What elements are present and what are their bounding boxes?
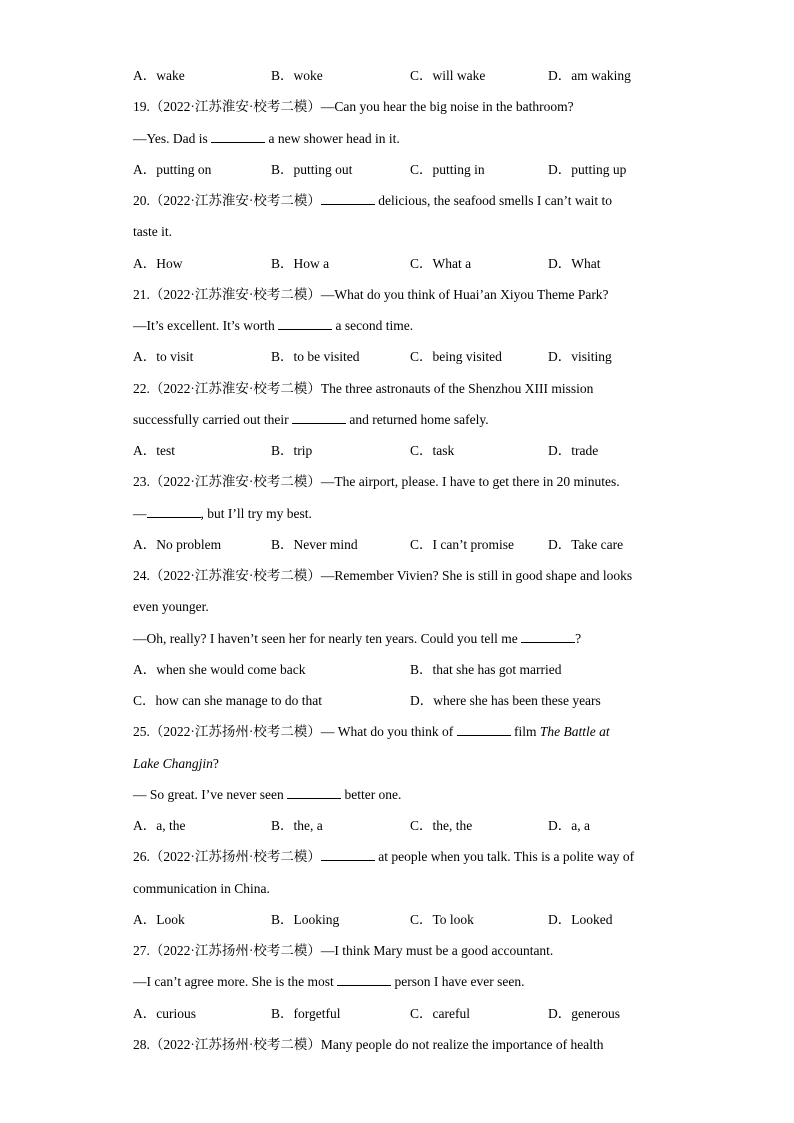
question-text-line [133,972,674,992]
answer-option: D．visiting [548,349,612,365]
fill-in-blank [457,723,511,736]
answer-option: B．forgetful [271,1005,341,1021]
answer-option: B．Looking [271,911,340,927]
answer-option: A．when she would come back [133,661,306,677]
answer-option: D．What [548,255,601,271]
answer-options-row [133,441,674,461]
answer-options-row [133,816,674,836]
question-text-line [133,597,674,617]
answer-option: D．am waking [548,68,631,83]
text-fragment: 27.（2022·江苏扬州·校考二模）—I think Mary must be a good accountant. [133,943,554,958]
question-text-line [133,785,674,805]
answer-options-row [133,1004,674,1024]
italic-title-text: The Battle at [539,724,610,740]
text-fragment: even younger. [133,599,209,615]
answer-option: B．that she has got married [410,661,562,677]
fill-in-blank [211,130,265,143]
text-fragment: communication in China. [133,880,270,896]
text-fragment: —Oh, really? I haven’t seen her for nearly ten years. Could you tell me [133,630,522,646]
text-fragment: a second time. [332,318,414,333]
text-fragment: 28.（2022·江苏扬州·校考二模）Many people do not realize the importance of health [133,1036,604,1052]
answer-option: B．putting out [271,161,353,177]
text-fragment: 24.（2022·江苏淮安·校考二模）—Remember Vivien? She is still in good shape and looks [133,568,633,583]
text-fragment: 20.（2022·江苏淮安·校考二模） [133,193,321,208]
text-fragment: ? [212,755,219,771]
answer-option: D．Looked [548,911,613,927]
text-fragment: successfully carried out their [133,411,292,427]
question-text-line [133,379,674,399]
question-text-line [133,722,674,742]
fill-in-blank [321,192,375,205]
question-text-line [133,754,674,774]
answer-option: D．where she has been these years [410,693,601,708]
fill-in-blank [321,848,375,861]
answer-option: D．Take care [548,536,624,552]
answer-option: C．task [410,443,455,458]
answer-option: B．trip [271,443,313,458]
question-text-line [133,97,674,117]
text-fragment: person I have ever seen. [391,974,525,990]
text-fragment: ? [575,630,582,646]
answer-option: B．woke [271,68,323,83]
question-text-line [133,191,674,211]
fill-in-blank [521,630,575,643]
fill-in-blank [337,973,391,986]
question-text-line [133,285,674,305]
answer-option: A．a, the [133,818,186,833]
question-text-line [133,504,674,524]
answer-option: C．To look [410,911,474,927]
answer-option: D．a, a [548,818,590,833]
answer-options-row [133,660,674,680]
text-fragment: 21.（2022·江苏淮安·校考二模）—What do you think of Huai’an Xiyou Theme Park? [133,286,609,302]
answer-option: C．putting in [410,161,485,177]
text-fragment: film [510,724,540,740]
answer-option: A．test [133,443,175,458]
answer-option: C．how can she manage to do that [133,693,322,708]
fill-in-blank [292,411,346,424]
answer-option: A．wake [133,68,185,83]
answer-option: D．generous [548,1005,620,1021]
text-fragment: , but I’ll try my best. [200,505,312,521]
italic-title-text: Lake Changjin [133,755,213,771]
text-fragment: at people when you talk. This is a polite way of [374,849,635,865]
question-text-line [133,629,674,649]
answer-option: C．I can’t promise [410,536,514,552]
text-fragment: 19.（2022·江苏淮安·校考二模）—Can you hear the big noise in the bathroom? [133,99,574,115]
text-fragment: — So great. I’ve never seen [133,786,288,802]
question-text-line [133,472,674,492]
answer-option: A．How [133,255,183,271]
text-fragment: —I can’t agree more. She is the most [133,974,338,990]
answer-option: A．curious [133,1005,196,1021]
answer-option: B．Never mind [271,536,358,552]
answer-option: A．No problem [133,536,222,552]
question-text-line [133,222,674,242]
question-text-line [133,941,674,961]
fill-in-blank [287,786,341,799]
answer-option: A．Look [133,911,185,927]
question-text-line [133,129,674,149]
fill-in-blank [147,505,201,518]
text-fragment: delicious, the seafood smells I can’t wait to [374,193,612,208]
answer-option: C．careful [410,1005,470,1021]
question-text-line [133,316,674,336]
answer-options-row [133,910,674,930]
answer-option: D．trade [548,443,599,458]
answer-options-row [133,535,674,555]
answer-option: C．being visited [410,349,502,365]
answer-option: C．What a [410,255,472,271]
answer-option: C．will wake [410,68,486,83]
answer-options-row [133,347,674,367]
fill-in-blank [278,317,332,330]
text-fragment: taste it. [133,224,172,240]
answer-option: B．How a [271,255,330,271]
answer-option: B．the, a [271,818,323,833]
text-fragment: 25.（2022·江苏扬州·校考二模）— What do you think of [133,724,457,740]
text-fragment: better one. [341,786,402,802]
answer-options-row [133,160,674,180]
text-fragment: — [133,505,147,521]
text-fragment: 26.（2022·江苏扬州·校考二模） [133,849,321,865]
text-fragment: 23.（2022·江苏淮安·校考二模）—The airport, please. I have to get there in 20 minutes. [133,474,620,490]
question-text-line [133,879,674,899]
answer-option: A．to visit [133,349,194,365]
question-text-line [133,410,674,430]
text-fragment: —Yes. Dad is [133,130,212,146]
text-fragment: —It’s excellent. It’s worth [133,318,279,333]
question-text-line [133,566,674,586]
answer-option: D．putting up [548,161,627,177]
answer-option: C．the, the [410,818,473,833]
answer-option: A．putting on [133,161,212,177]
answer-options-row [133,254,674,274]
question-text-line [133,1035,674,1055]
answer-option: B．to be visited [271,349,360,365]
question-text-line [133,847,674,867]
text-fragment: and returned home safely. [345,411,489,427]
text-fragment: 22.（2022·江苏淮安·校考二模）The three astronauts of the Shenzhou XIII mission [133,380,594,396]
text-fragment: a new shower head in it. [265,130,400,146]
answer-options-row [133,691,674,711]
answer-options-row [133,66,674,86]
